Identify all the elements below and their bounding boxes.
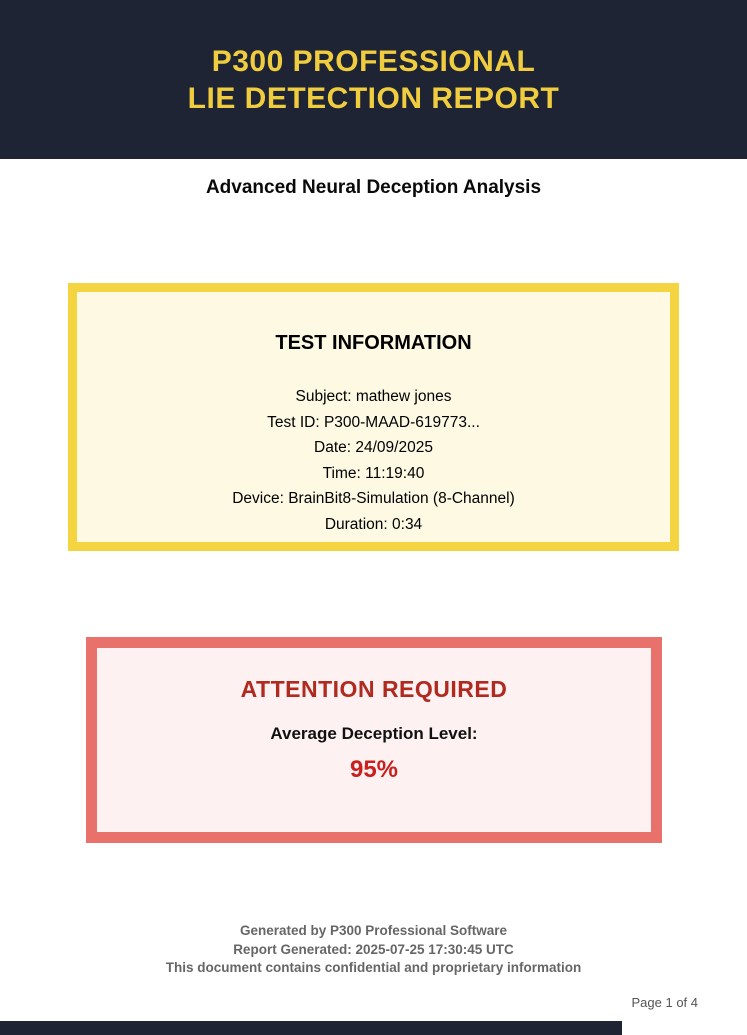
confidentiality-notice-line: This document contains confidential and proprietary information (165, 960, 582, 975)
device-field: Device: BrainBit8-Simulation (8-Channel) (232, 490, 515, 507)
deception-level-value: 95% (349, 756, 399, 783)
attention-required-box (86, 637, 662, 843)
time-field: Time: 11:19:40 (322, 464, 425, 482)
report-title-line-2: LIE DETECTION REPORT (187, 81, 560, 115)
duration-field: Duration: 0:34 (324, 515, 423, 533)
subject-field: Subject: mathew jones (295, 388, 452, 405)
test-information-title: TEST INFORMATION (275, 332, 472, 354)
date-field: Date: 24/09/2025 (314, 439, 433, 456)
report-title-line-1: P300 PROFESSIONAL (211, 44, 536, 78)
next-page-header-edge (0, 1021, 622, 1035)
deception-level-label: Average Deception Level: (270, 724, 478, 743)
report-generated-timestamp-line: Report Generated: 2025-07-25 17:30:45 UTC (233, 941, 514, 957)
attention-required-title: ATTENTION REQUIRED (240, 676, 508, 702)
page-indicator: Page 1 of 4 (631, 995, 698, 1010)
test-id-field: Test ID: P300-MAAD-619773... (267, 413, 480, 431)
report-header-banner (0, 0, 747, 159)
report-footer (0, 922, 747, 978)
test-information-fields (77, 384, 670, 537)
test-information-box (68, 283, 679, 551)
generated-by-line: Generated by P300 Professional Software (239, 923, 508, 938)
report-subtitle: Advanced Neural Deception Analysis (205, 177, 542, 198)
